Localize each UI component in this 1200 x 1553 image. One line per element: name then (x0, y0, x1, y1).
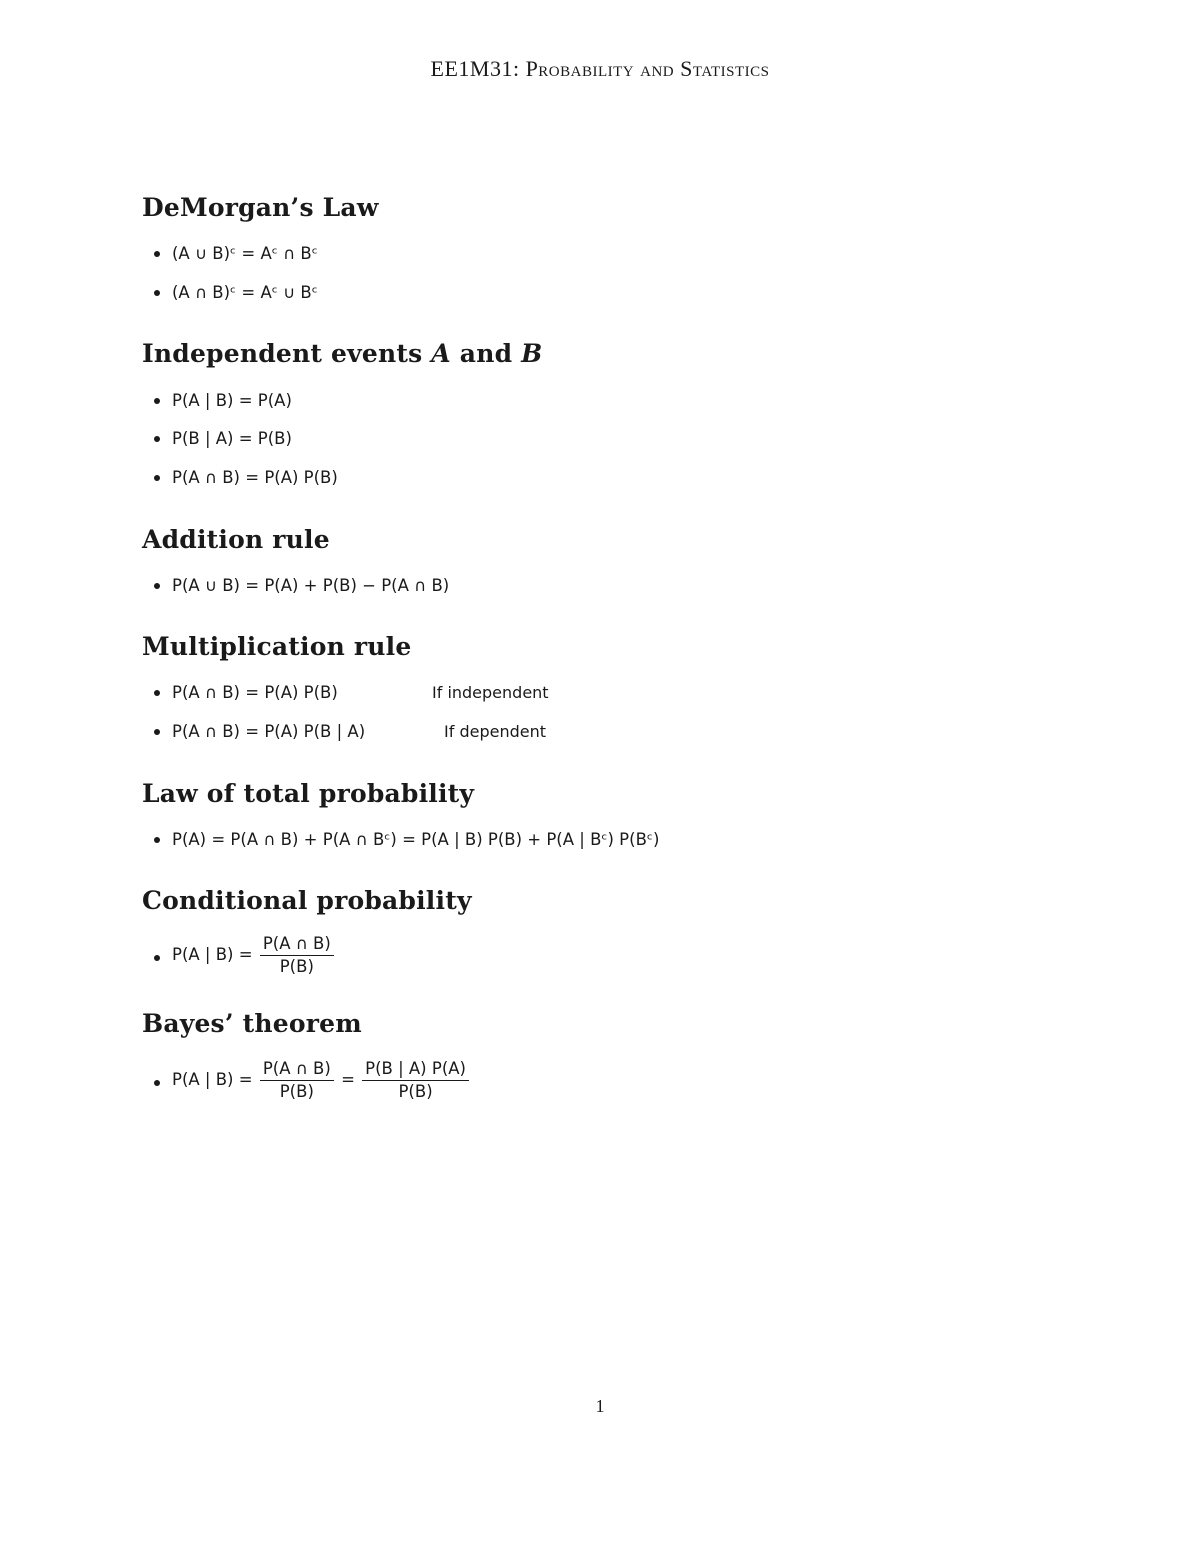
formula: P(A) = P(A ∩ B) + P(A ∩ Bᶜ) = P(A | B) P(B) + P(A | Bᶜ) P(Bᶜ) (172, 830, 660, 849)
formula: P(B | A) = P(B) (172, 429, 292, 448)
note-dependent: If dependent (444, 722, 546, 741)
bullet-icon (154, 398, 160, 404)
list-item (172, 830, 659, 850)
note-independent: If independent (432, 683, 549, 702)
title-var-b: B (521, 339, 543, 368)
running-head (0, 56, 1200, 82)
equals-sign: = (341, 1070, 355, 1089)
list-item (172, 244, 318, 264)
section-title-demorgan: DeMorgan’s Law (142, 193, 379, 222)
fraction-numerator: P(A ∩ B) (260, 1059, 334, 1081)
fraction (362, 1059, 469, 1102)
list-item (172, 576, 449, 596)
bullet-icon (154, 690, 160, 696)
bullet-icon (154, 251, 160, 257)
bullet-icon (154, 290, 160, 296)
course-title: Probability and Statistics (525, 56, 770, 81)
formula: P(A ∩ B) = P(A) P(B | A) (172, 722, 366, 741)
list-item (172, 429, 292, 449)
title-text: Independent events (142, 339, 423, 368)
section-title-addition: Addition rule (142, 525, 330, 554)
list-item (172, 722, 365, 742)
section-title-bayes: Bayes’ theorem (142, 1009, 362, 1038)
section-title-independent (142, 339, 543, 368)
fraction-numerator: P(B | A) P(A) (362, 1059, 469, 1081)
formula: (A ∩ B)ᶜ = Aᶜ ∪ Bᶜ (172, 283, 318, 302)
list-item (172, 391, 292, 411)
bullet-icon (154, 955, 160, 961)
bullet-icon (154, 837, 160, 843)
section-title-multiplication: Multiplication rule (142, 632, 412, 661)
list-item (172, 283, 318, 303)
formula: P(A | B) = P(A) (172, 391, 292, 410)
fraction-denominator: P(B) (279, 957, 314, 976)
fraction (260, 1059, 334, 1102)
formula: (A ∪ B)ᶜ = Aᶜ ∩ Bᶜ (172, 244, 318, 263)
list-item (172, 1059, 471, 1102)
title-and: and (459, 339, 513, 368)
fraction (260, 934, 334, 977)
bullet-icon (154, 729, 160, 735)
page-number: 1 (595, 1396, 605, 1416)
list-item (172, 468, 338, 488)
formula-lhs: P(A | B) = (172, 945, 253, 964)
list-item (172, 934, 336, 977)
fraction-denominator: P(B) (398, 1082, 433, 1101)
bullet-icon (154, 583, 160, 589)
list-item (172, 683, 338, 703)
course-code: EE1M31: (430, 56, 520, 81)
bullet-icon (154, 475, 160, 481)
formula: P(A ∪ B) = P(A) + P(B) − P(A ∩ B) (172, 576, 450, 595)
bullet-icon (154, 436, 160, 442)
formula: P(A ∩ B) = P(A) P(B) (172, 468, 338, 487)
formula: P(A ∩ B) = P(A) P(B) (172, 683, 338, 702)
formula-lhs: P(A | B) = (172, 1070, 253, 1089)
bullet-icon (154, 1080, 160, 1086)
section-title-total-probability: Law of total probability (142, 779, 475, 808)
fraction-denominator: P(B) (279, 1082, 314, 1101)
title-var-a: A (431, 339, 451, 368)
fraction-numerator: P(A ∩ B) (260, 934, 334, 956)
section-title-conditional: Conditional probability (142, 886, 472, 915)
